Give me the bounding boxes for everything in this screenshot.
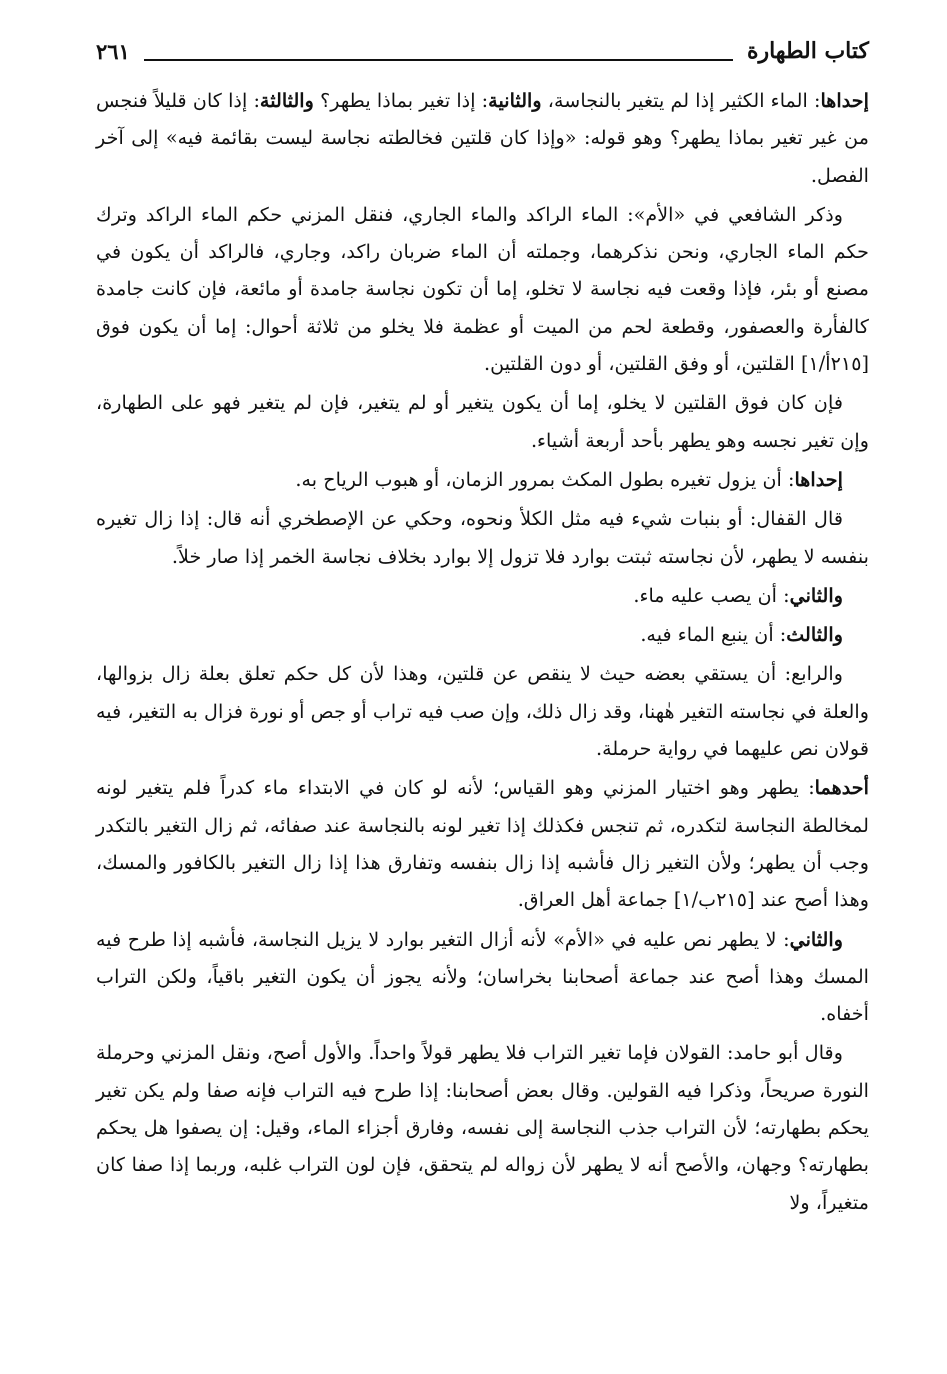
- paragraph-text: : أن ينبع الماء فيه.: [640, 623, 787, 647]
- paragraph-text: والرابع: أن يستقي بعضه حيث لا ينقص عن قلتين، وهذا لأن كل حكم تعلق بعلة زال بزوالها، والعلة في نجاسته التغير هٰهنا، وقد زال ذلك، وإن صب فيه تراب أو جص أو نورة فزال به التغير، فيه قولان نص عليهما في رواية حرملة.: [96, 662, 869, 761]
- bold-term: والثاني: [789, 583, 843, 607]
- header-rule: [144, 59, 733, 61]
- paragraph-10: [96, 921, 869, 1033]
- paragraph-text: : إذا كان قليلاً فنجس من غير تغير بماذا يطهر؟ وهو قوله: «وإذا كان قلتين فخالطته نجاسة ليست بقائمة فيه» إلى آخر الفصل.: [96, 89, 869, 187]
- paragraph-text: فإن كان فوق القلتين لا يخلو، إما أن يكون يتغير أو لم يتغير، فإن لم يتغير فهو على الطهارة، وإن تغير نجسه وهو يطهر بأحد أربعة أشياء.: [96, 391, 869, 452]
- paragraph-2: [96, 196, 869, 382]
- paragraph-5: [96, 500, 869, 575]
- paragraph-text: : لا يطهر نص عليه في «الأم» لأنه أزال التغير بوارد لا يزيل النجاسة، فأشبه إذا طرح فيه المسك وهذا أصح عند جماعة أصحابنا بخراسان؛ ولأنه يجوز أن يكون التغير باقياً، ولكن التراب أخفاه.: [96, 927, 869, 1026]
- paragraph-11: [96, 1034, 869, 1220]
- paragraph-text: : أن يصب عليه ماء.: [633, 583, 790, 607]
- paragraph-1: [96, 82, 869, 194]
- page-number: ٢٦١: [96, 38, 130, 64]
- paragraph-text: : يطهر وهو اختيار المزني وهو القياس؛ لأنه لو كان في الابتداء ماء كدراً فلم يتغير لونه لمخالطة النجاسة لتكدره، ثم تنجس فكذلك إذا تغير لونه بالنجاسة عند صفائه، ثم زال التغير بالتكدر وجب أن يطهر؛ ولأن التغير زال فأشبه إذا زال بنفسه وتفارق هذا إذا زال التغير بالكافور والمسك، وهذا أصح عند [٢١٥ب/١] جماعة أهل العراق.: [96, 776, 869, 912]
- paragraph-text: : إذا تغير بماذا يطهر؟: [313, 89, 489, 112]
- paragraph-text: قال القفال: أو بنبات شيء فيه مثل الكلأ ونحوه، وحكي عن الإصطخري أنه قال: إذا زال تغيره بنفسه لا يطهر، لأن نجاسته ثبتت بوارد فلا تزول إلا بوارد بخلاف نجاسة الخمر إذا صار خلاً.: [96, 507, 869, 568]
- paragraph-text: وقال أبو حامد: القولان فإما تغير التراب فلا يطهر قولاً واحداً. والأول أصح، ونقل المزني وحرملة النورة صريحاً، وذكرا فيه القولين. وقال بعض أصحابنا: إذا طرح فيه التراب فإنه صفا ولم يكن تغير يحكم بطهارته؛ لأن التراب جذب النجاسة إلى نفسه، وفارق أجزاء الماء، وقيل: إن يصفوا هل يحكم بطهارته؟ وجهان، والأصح أنه لا يطهر لأن زواله لم يتحقق، فإن لون التراب غلبه، وربما إذا صفا كان متغيراً، ولا: [96, 1041, 869, 1214]
- bold-term: والثانية: [488, 89, 542, 112]
- paragraph-text: : أن يزول تغيره بطول المكث بمرور الزمان، أو هبوب الرياح به.: [295, 467, 795, 491]
- page-body: [96, 82, 869, 1221]
- bold-term: إحداها: [794, 467, 843, 491]
- paragraph-4: [96, 461, 869, 498]
- paragraph-3: [96, 384, 869, 459]
- bold-term: والثالثة: [259, 89, 314, 112]
- paragraph-8: [96, 655, 869, 767]
- paragraph-text: وذكر الشافعي في «الأم»: الماء الراكد والماء الجاري، فنقل المزني حكم الماء الراكد وترك حكم الماء الجاري، ونحن نذكرهما، وجملته أن الماء ضربان راكد، وجاري، فالراكد أن يكون في مصنع أو بئر، فإذا وقعت فيه نجاسة لا تخلو، إما أن تكون نجاسة جامدة أو مائعة، فإن كانت جامدة كالفأرة والعصفور، وقطعة لحم من الميت أو عظمة فلا يخلو من ثلاثة أحوال: إما أن يكون فوق [٢١٥أ/١] القلتين، أو وفق القلتين، أو دون القلتين.: [96, 202, 869, 376]
- bold-term: والثالث: [786, 623, 843, 647]
- bold-term: والثاني: [789, 927, 843, 951]
- bold-term: إحداها: [820, 89, 869, 112]
- chapter-title: كتاب الطهارة: [746, 38, 869, 64]
- paragraph-6: [96, 577, 869, 614]
- paragraph-9: [96, 769, 869, 918]
- paragraph-7: [96, 616, 869, 653]
- running-header: [96, 34, 869, 74]
- bold-term: أحدهما: [814, 776, 869, 800]
- paragraph-text: : الماء الكثير إذا لم يتغير بالنجاسة،: [541, 89, 821, 112]
